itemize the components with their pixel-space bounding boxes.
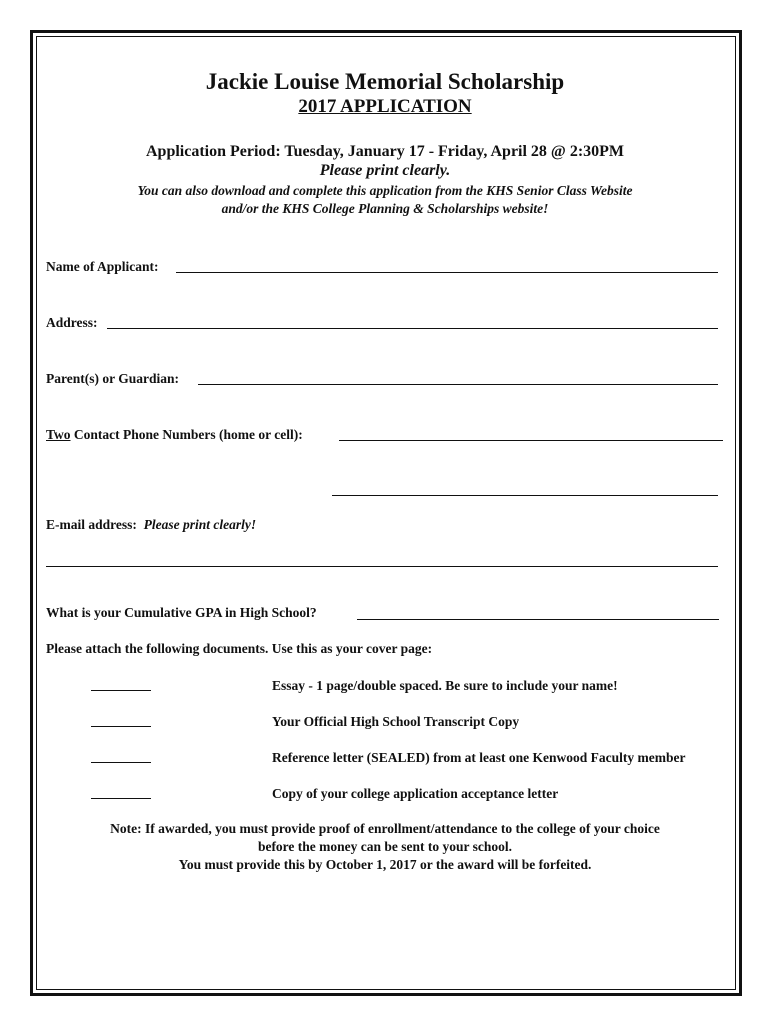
document-item: Copy of your college application acceptance letter bbox=[272, 786, 559, 801]
document-check-blank[interactable] bbox=[91, 786, 151, 799]
download-note-line2: and/or the KHS College Planning & Scholarships website! bbox=[221, 201, 549, 216]
form-title: Jackie Louise Memorial Scholarship bbox=[205, 69, 565, 94]
application-period: Application Period: Tuesday, January 17 - Friday, April 28 @ 2:30PM bbox=[145, 143, 625, 160]
document-row-essay bbox=[91, 678, 618, 695]
applicant-name-label: Name of Applicant: bbox=[46, 259, 159, 274]
award-note-line2: before the money can be sent to your school. bbox=[257, 839, 513, 854]
document-check-blank[interactable] bbox=[91, 714, 151, 727]
email-hint: Please print clearly! bbox=[143, 517, 257, 532]
documents-intro: Please attach the following documents. Use this as your cover page: bbox=[46, 641, 433, 656]
phone-field-1[interactable] bbox=[339, 440, 723, 441]
document-check-blank[interactable] bbox=[91, 678, 151, 691]
address-label: Address: bbox=[46, 315, 98, 330]
document-row-reference bbox=[91, 750, 686, 767]
address-field[interactable] bbox=[107, 328, 718, 329]
email-field[interactable] bbox=[46, 566, 718, 567]
download-note-line1: You can also download and complete this application from the KHS Senior Class Website bbox=[137, 183, 633, 198]
guardian-label: Parent(s) or Guardian: bbox=[46, 371, 179, 386]
document-item: Reference letter (SEALED) from at least one Kenwood Faculty member bbox=[272, 750, 686, 765]
award-note-line1: Note: If awarded, you must provide proof of enrollment/attendance to the college of your choice bbox=[110, 821, 660, 836]
print-clearly-note: Please print clearly. bbox=[319, 162, 451, 179]
applicant-name-field[interactable] bbox=[176, 272, 718, 273]
phone-label-two: Two bbox=[46, 427, 71, 442]
document-item: Your Official High School Transcript Copy bbox=[272, 714, 520, 729]
gpa-label: What is your Cumulative GPA in High School? bbox=[46, 605, 317, 620]
award-note-line3: You must provide this by October 1, 2017 or the award will be forfeited. bbox=[178, 857, 592, 872]
phone-label bbox=[46, 427, 303, 443]
phone-field-2[interactable] bbox=[332, 495, 718, 496]
guardian-field[interactable] bbox=[198, 384, 718, 385]
document-check-blank[interactable] bbox=[91, 750, 151, 763]
document-row-acceptance bbox=[91, 786, 559, 803]
form-subtitle: 2017 APPLICATION bbox=[298, 96, 472, 117]
gpa-field[interactable] bbox=[357, 619, 719, 620]
document-item: Essay - 1 page/double spaced. Be sure to include your name! bbox=[272, 678, 618, 693]
document-row-transcript bbox=[91, 714, 520, 731]
email-label: E-mail address: Please print clearly! bbox=[46, 517, 257, 532]
phone-label-rest: Contact Phone Numbers (home or cell): bbox=[70, 427, 303, 442]
